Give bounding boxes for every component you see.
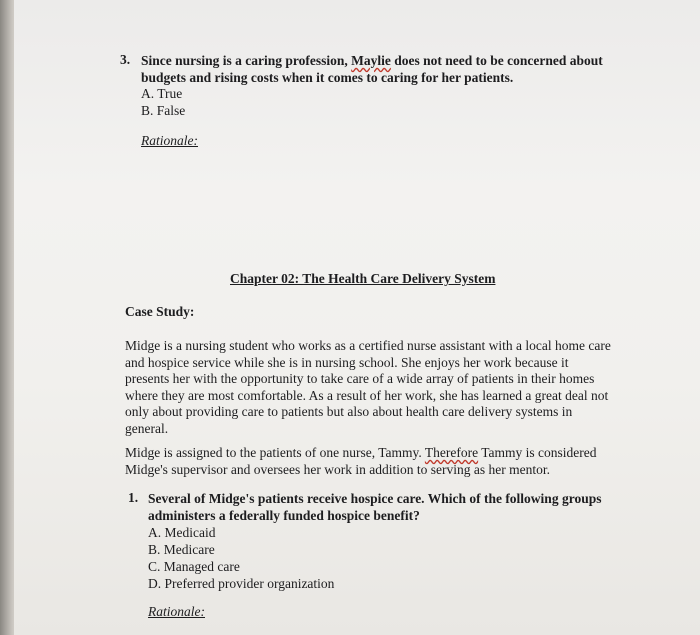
question-3-option-b: B. False	[141, 103, 186, 118]
question-3-line-1: Since nursing is a caring profession, Maylie does not need to be concerned about	[141, 53, 603, 68]
paragraph-line: general.	[125, 420, 169, 436]
question-1-option-d: D. Preferred provider organization	[148, 576, 335, 591]
chapter-title: Chapter 02: The Health Care Delivery System	[230, 271, 496, 286]
question-3-text	[141, 52, 661, 86]
paragraph-line: only about providing care to patients but also about health care delivery systems in	[125, 404, 573, 419]
case-study-label: Case Study:	[125, 304, 195, 319]
question-1-text	[148, 490, 628, 524]
paragraph-line: and hospice service while she is in nursing school. She enjoys her work because it	[125, 354, 569, 370]
paragraph-line: presents her with the opportunity to take care of a wide array of patients in their homes	[125, 371, 595, 386]
document-page	[14, 0, 700, 635]
assignment-line-2: Midge's supervisor and oversees her work in addition to serving as her mentor.	[125, 461, 550, 477]
question-1-number: 1.	[128, 490, 139, 505]
question-1-option-a: A. Medicaid	[148, 525, 216, 540]
question-1-option-b: B. Medicare	[148, 542, 215, 557]
question-3-option-a: A. True	[141, 86, 183, 101]
assignment-paragraph	[125, 445, 625, 478]
spellcheck-word-therefore: Therefore	[424, 445, 479, 460]
question-3-line-2: budgets and rising costs when it comes to caring for her patients.	[141, 70, 514, 85]
spellcheck-word-maylie: Maylie	[351, 53, 391, 68]
paragraph-line: where they are most comfortable. As a result of her work, she has learned a great deal not	[125, 387, 609, 403]
paragraph-line: Midge is a nursing student who works as a certified nurse assistant with a local home care	[125, 338, 611, 353]
question-1-option-c: C. Managed care	[148, 559, 240, 574]
question-1-line-2: administers a federally funded hospice benefit?	[148, 508, 420, 523]
question-1-rationale-label: Rationale:	[148, 604, 205, 619]
case-study-paragraph	[125, 338, 625, 437]
question-1-line-1: Several of Midge's patients receive hospice care. Which of the following groups	[148, 491, 602, 506]
question-3-rationale-label: Rationale:	[141, 133, 198, 148]
question-3-number: 3.	[120, 52, 131, 67]
assignment-line-1: Midge is assigned to the patients of one nurse, Tammy. Therefore Tammy is considered	[125, 445, 597, 460]
